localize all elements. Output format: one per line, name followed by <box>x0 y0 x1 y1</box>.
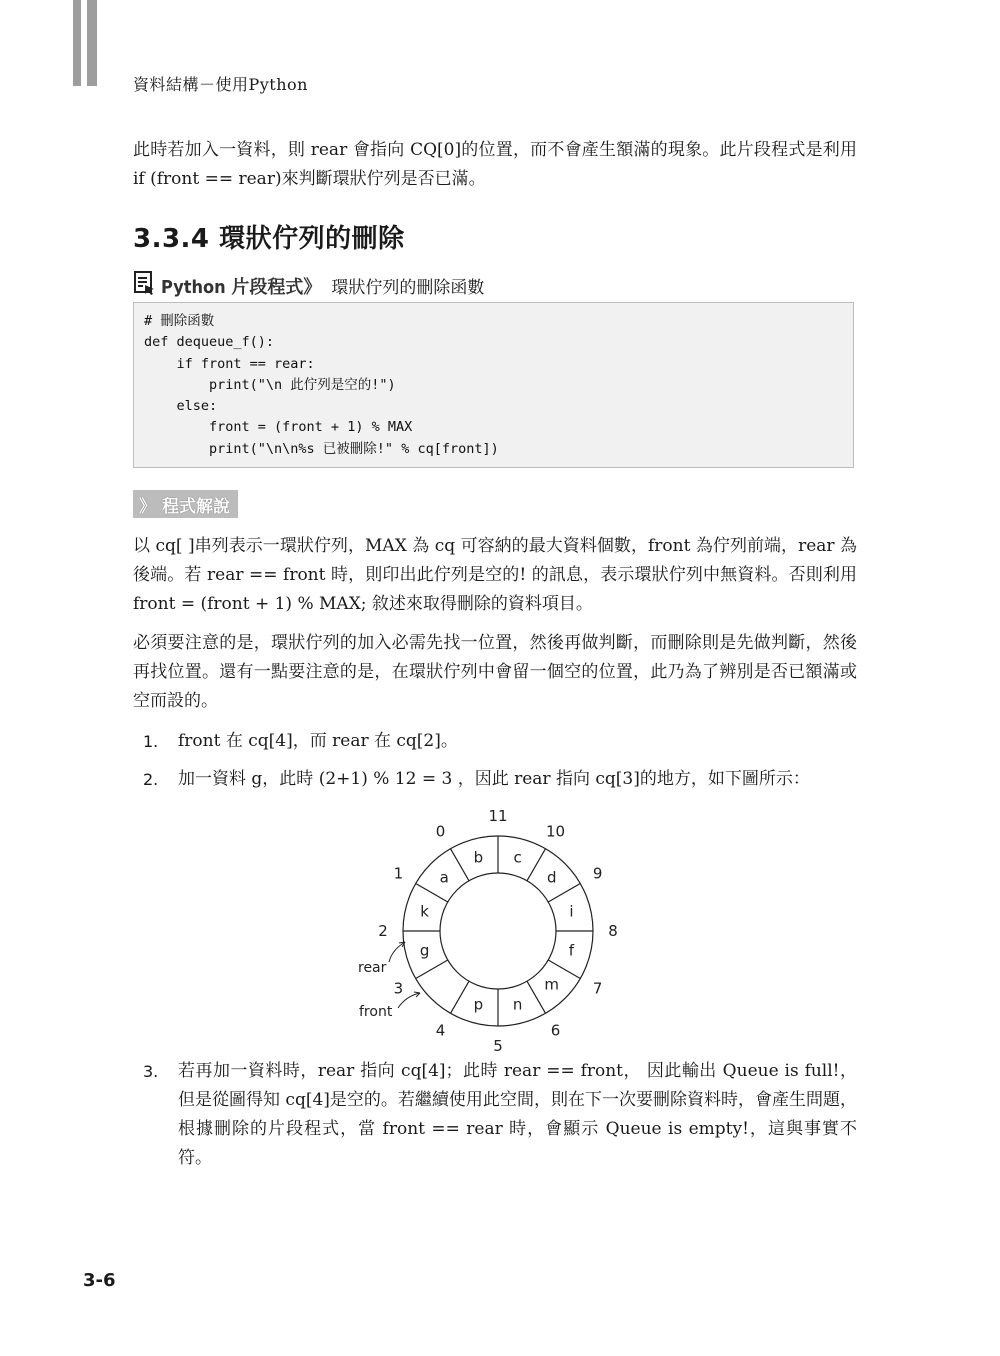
slot-divider <box>416 960 448 979</box>
slot-divider <box>527 981 546 1013</box>
explanation-paragraph: 以 cq[ ]串列表示一環狀佇列，MAX 為 cq 可容納的最大資料個數，front 為佇列前端，rear 為後端。若 rear == front 時，則印出此佇列是空的! 的訊息，表示環狀佇列中無資料。否則利用 front = (front + 1) % MAX; 敘述來取得刪除的資料項目。 <box>133 536 857 614</box>
list-text: front 在 cq[4]，而 rear 在 cq[2]。 <box>178 731 458 751</box>
double-chevron-icon: 》 <box>139 496 156 517</box>
slot-index: 6 <box>550 1021 561 1040</box>
list-number: 3. <box>143 1062 159 1081</box>
slot-divider <box>416 884 448 903</box>
slot-value: d <box>546 868 557 887</box>
slot-index: 3 <box>393 979 404 998</box>
slot-index: 4 <box>435 1021 446 1040</box>
rear-label: rear <box>358 960 387 976</box>
list-item <box>143 1057 857 1173</box>
code-line: # 刪除函數 <box>144 313 215 329</box>
list-number: 1. <box>143 732 159 751</box>
code-line: print("\n\n%s 已被刪除!" % cq[front]) <box>144 440 499 457</box>
slot-value: c <box>513 848 522 867</box>
slot-index: 2 <box>378 922 388 940</box>
snippet-label <box>133 270 484 301</box>
slot-value: k <box>420 902 429 921</box>
code-line: if front == rear: <box>144 355 315 372</box>
explanation-paragraph: 必須要注意的是，環狀佇列的加入必需先找一位置，然後再做判斷，而刪除則是先做判斷，然後再找位置。還有一點要注意的是，在環狀佇列中會留一個空的位置，此乃為了辨別是否已額滿或空而設的。 <box>133 633 857 711</box>
slot-divider <box>451 849 470 881</box>
slot-index: 11 <box>488 807 508 825</box>
page-number: 3-6 <box>83 1270 116 1291</box>
list-text: 若再加一資料時，rear 指向 cq[4]；此時 rear == front， 因此輸出 Queue is full!，但是從圖得知 cq[4]是空的。若繼續使用此空間，則在下一次要刪除資料時，會產生問題，根據刪除的片段程式，當 front == rear 時，會顯示 Queue is empty!，這與事實不符。 <box>178 1061 857 1168</box>
slot-value: i <box>569 902 574 921</box>
code-line: front = (front + 1) % MAX <box>144 419 413 436</box>
slot-value: p <box>473 995 484 1014</box>
slot-dividers <box>403 836 593 1026</box>
list-text: 加一資料 g，此時 (2+1) % 12 = 3 ，因此 rear 指向 cq[3]的地方，如下圖所示： <box>178 769 810 789</box>
code-line: print("\n 此佇列是空的!") <box>144 376 396 393</box>
slot-value: g <box>419 941 430 960</box>
snippet-title: 環狀佇列的刪除函數 <box>331 278 485 298</box>
code-block <box>133 302 854 468</box>
list-number: 2. <box>143 770 159 789</box>
section-heading: 3.3.4 環狀佇列的刪除 <box>133 224 405 254</box>
code-line: def dequeue_f(): <box>144 334 275 351</box>
slot-index: 5 <box>493 1037 503 1055</box>
slot-index: 0 <box>435 822 446 841</box>
slot-index: 9 <box>592 864 603 883</box>
code-line: else: <box>144 398 218 415</box>
slot-index: 7 <box>592 979 603 998</box>
slot-value: n <box>512 995 523 1014</box>
decorative-bar <box>73 0 81 86</box>
slot-divider <box>548 884 580 903</box>
front-label: front <box>359 1004 393 1020</box>
front-pointer <box>359 992 420 1020</box>
explanation-badge <box>133 490 238 518</box>
slot-value: m <box>544 975 560 994</box>
list-item <box>143 727 857 756</box>
intro-paragraph: 此時若加入一資料，則 rear 會指向 CQ[0]的位置，而不會產生額滿的現象。此片段程式是利用 if (front == rear)來判斷環狀佇列是否已滿。 <box>133 140 857 189</box>
snippet-type-label: Python 片段程式》 <box>161 276 322 298</box>
slot-index: 1 <box>393 864 404 883</box>
slot-index: 10 <box>545 822 566 841</box>
decorative-bar <box>87 0 97 86</box>
slot-divider <box>451 981 470 1013</box>
explanation-badge-label: 程式解說 <box>162 496 230 517</box>
slot-value: a <box>439 868 449 887</box>
list-item <box>143 765 857 794</box>
circular-queue-diagram <box>340 807 660 1055</box>
running-header: 資料結構－使用Python <box>133 75 308 94</box>
slot-value: f <box>568 941 575 960</box>
slot-divider <box>527 849 546 881</box>
rear-pointer <box>358 942 405 976</box>
slot-index: 8 <box>608 922 618 940</box>
code-page-icon <box>133 270 155 301</box>
slot-value: b <box>473 848 484 867</box>
